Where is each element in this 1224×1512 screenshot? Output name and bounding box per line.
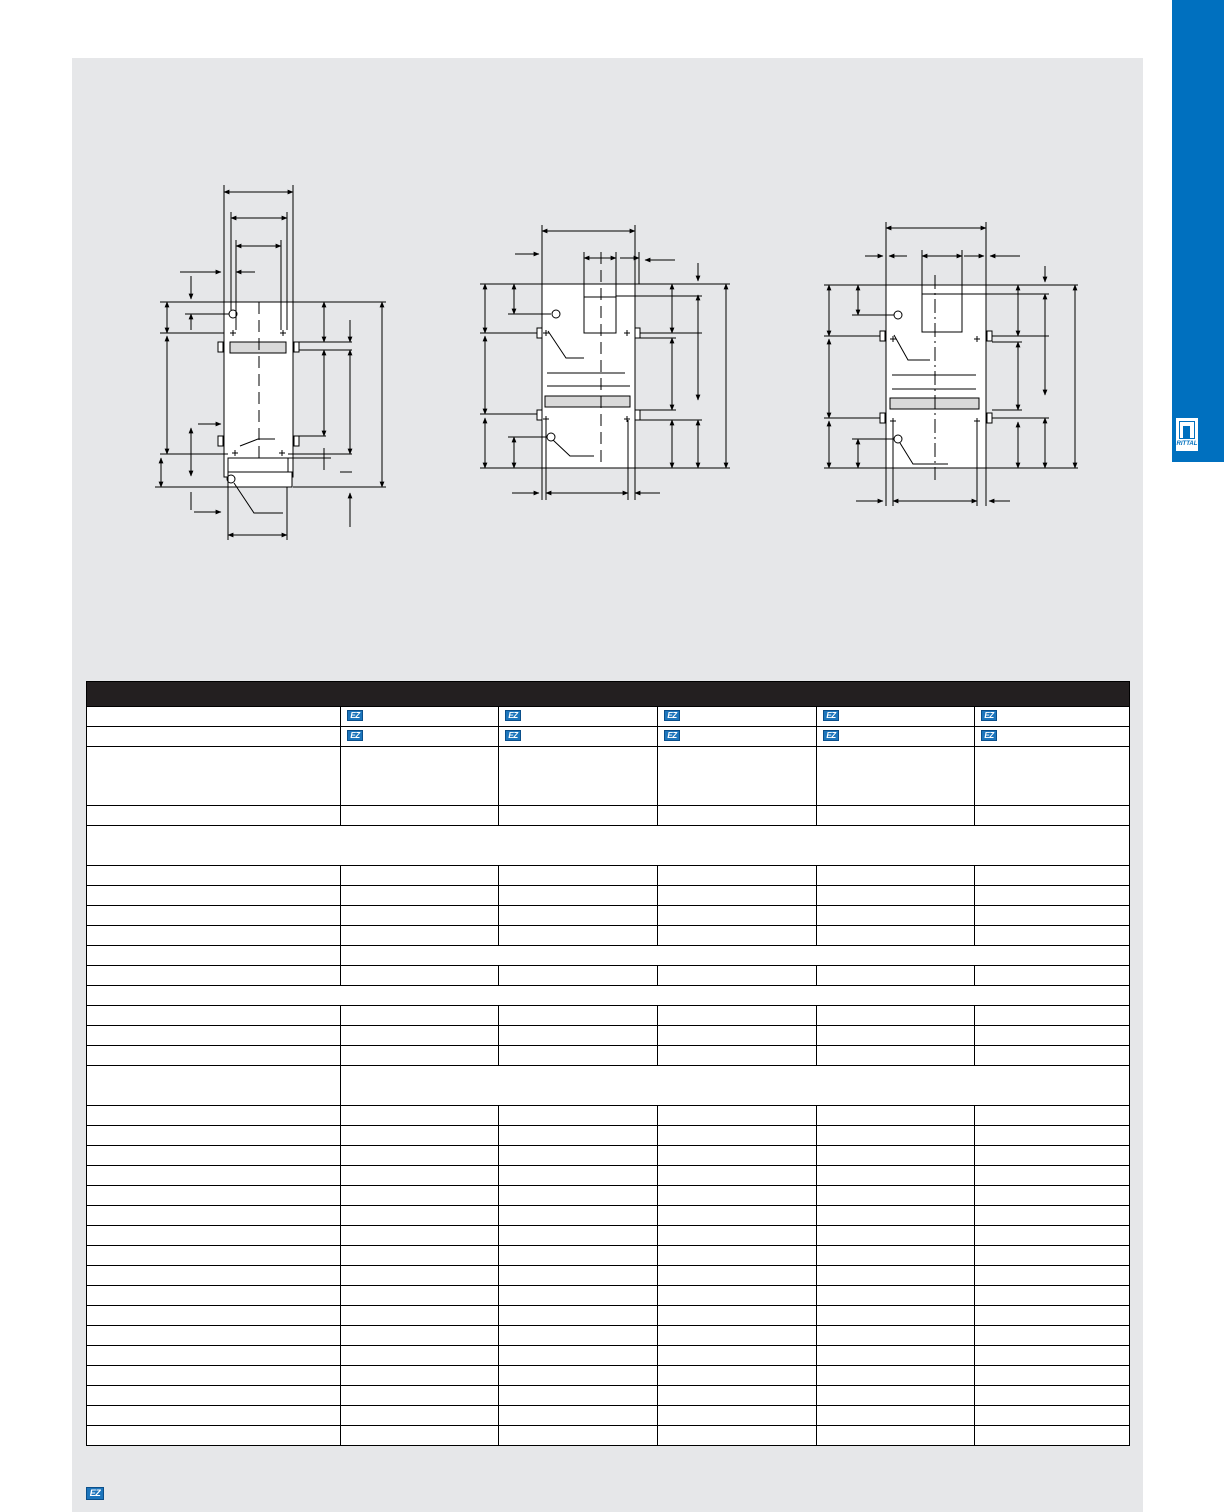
table-cell xyxy=(974,966,1129,985)
table-cell xyxy=(657,1126,816,1145)
table-cell xyxy=(974,906,1129,925)
table-cell xyxy=(87,986,1129,1005)
table-row xyxy=(87,1185,1129,1205)
table-cell xyxy=(498,1326,657,1345)
table-cell xyxy=(974,1266,1129,1285)
table-cell xyxy=(498,1406,657,1425)
table-cell xyxy=(340,1046,498,1065)
table-cell xyxy=(87,747,340,805)
table-cell xyxy=(87,926,340,945)
table-cell xyxy=(657,966,816,985)
drawing-1 xyxy=(155,185,386,540)
ez-badge-icon: EZ xyxy=(823,730,839,741)
table-cell xyxy=(816,1346,974,1365)
table-cell xyxy=(340,1106,498,1125)
table-cell xyxy=(974,707,1129,726)
table-cell xyxy=(657,1026,816,1045)
table-cell xyxy=(498,1006,657,1025)
table-row xyxy=(87,1125,1129,1145)
table-cell xyxy=(498,1206,657,1225)
table-cell xyxy=(498,1166,657,1185)
table-row xyxy=(87,905,1129,925)
table-cell xyxy=(974,1166,1129,1185)
table-cell xyxy=(816,806,974,825)
table-row xyxy=(87,1145,1129,1165)
table-cell xyxy=(340,1406,498,1425)
table-cell xyxy=(816,1286,974,1305)
table-cell xyxy=(340,707,498,726)
table-cell xyxy=(657,1426,816,1445)
ez-badge-icon: EZ xyxy=(823,710,839,721)
table-cell xyxy=(657,727,816,746)
ez-badge-icon: EZ xyxy=(981,730,997,741)
table-cell xyxy=(816,1106,974,1125)
table-cell xyxy=(816,1026,974,1045)
table-cell xyxy=(87,1246,340,1265)
table-cell xyxy=(816,1186,974,1205)
table-cell xyxy=(87,806,340,825)
table-cell xyxy=(816,926,974,945)
table-cell xyxy=(340,747,498,805)
table-cell xyxy=(974,1026,1129,1045)
table-cell xyxy=(974,1306,1129,1325)
table-body xyxy=(87,706,1129,1445)
table-row xyxy=(87,1045,1129,1065)
table-cell xyxy=(816,1166,974,1185)
table-cell xyxy=(87,1046,340,1065)
table-cell xyxy=(816,906,974,925)
table-cell xyxy=(657,806,816,825)
table-cell xyxy=(974,806,1129,825)
table-cell xyxy=(340,1006,498,1025)
table-cell xyxy=(974,1426,1129,1445)
table-cell xyxy=(657,906,816,925)
table-cell xyxy=(498,806,657,825)
table-cell xyxy=(816,866,974,885)
table-cell xyxy=(974,1286,1129,1305)
table-cell xyxy=(657,1106,816,1125)
table-cell xyxy=(816,707,974,726)
table-row xyxy=(87,1365,1129,1385)
table-cell xyxy=(87,1426,340,1445)
table-cell xyxy=(974,1006,1129,1025)
table-row xyxy=(87,1425,1129,1445)
table-cell xyxy=(974,1146,1129,1165)
table-cell xyxy=(816,1126,974,1145)
table-row xyxy=(87,1325,1129,1345)
table-cell xyxy=(974,866,1129,885)
table-cell xyxy=(340,1426,498,1445)
table-cell xyxy=(816,1206,974,1225)
table-cell xyxy=(340,727,498,746)
table-cell xyxy=(340,966,498,985)
table-cell xyxy=(340,1346,498,1365)
table-cell xyxy=(498,1246,657,1265)
table-cell xyxy=(340,1366,498,1385)
table-cell xyxy=(974,1206,1129,1225)
table-cell xyxy=(340,906,498,925)
table-cell xyxy=(657,747,816,805)
table-row xyxy=(87,965,1129,985)
table-cell xyxy=(816,1386,974,1405)
table-row xyxy=(87,1285,1129,1305)
table-row xyxy=(87,1105,1129,1125)
table-cell xyxy=(816,1146,974,1165)
table-cell xyxy=(816,1266,974,1285)
table-cell xyxy=(340,866,498,885)
table-cell xyxy=(498,747,657,805)
table-cell xyxy=(816,1046,974,1065)
table-cell xyxy=(816,1406,974,1425)
table-row xyxy=(87,1065,1129,1105)
table-cell xyxy=(974,727,1129,746)
table-row xyxy=(87,1165,1129,1185)
table-cell xyxy=(87,1366,340,1385)
table-cell xyxy=(498,1146,657,1165)
table-cell xyxy=(974,1366,1129,1385)
table-cell xyxy=(87,1006,340,1025)
table-row xyxy=(87,726,1129,746)
table-cell xyxy=(657,1366,816,1385)
table-cell xyxy=(87,1206,340,1225)
table-cell xyxy=(657,1246,816,1265)
table-cell xyxy=(498,1026,657,1045)
table-cell xyxy=(816,747,974,805)
table-row xyxy=(87,825,1129,865)
table-cell xyxy=(340,1066,1129,1105)
table-cell xyxy=(340,1286,498,1305)
table-cell xyxy=(816,1226,974,1245)
table-cell xyxy=(657,1186,816,1205)
table-cell xyxy=(498,1106,657,1125)
table-cell xyxy=(87,886,340,905)
table-row xyxy=(87,1385,1129,1405)
table-cell xyxy=(87,1326,340,1345)
table-cell xyxy=(657,1326,816,1345)
table-cell xyxy=(87,1286,340,1305)
table-row xyxy=(87,1265,1129,1285)
table-cell xyxy=(340,1166,498,1185)
table-cell xyxy=(657,1046,816,1065)
table-cell xyxy=(340,1206,498,1225)
table-cell xyxy=(340,1326,498,1345)
table-cell xyxy=(87,906,340,925)
table-cell xyxy=(87,1106,340,1125)
table-cell xyxy=(87,1226,340,1245)
table-cell xyxy=(816,1426,974,1445)
table-cell xyxy=(87,707,340,726)
ez-badge-icon: EZ xyxy=(347,730,363,741)
table-cell xyxy=(87,966,340,985)
table-row xyxy=(87,706,1129,726)
table-cell xyxy=(87,727,340,746)
table-cell xyxy=(657,866,816,885)
ez-badge-icon: EZ xyxy=(664,710,680,721)
table-row xyxy=(87,865,1129,885)
rittal-logo-text: RITTAL xyxy=(1176,441,1198,447)
table-cell xyxy=(816,1366,974,1385)
table-row xyxy=(87,1345,1129,1365)
ez-badge-icon: EZ xyxy=(505,730,521,741)
table-cell xyxy=(87,1406,340,1425)
table-cell xyxy=(657,1386,816,1405)
table-cell xyxy=(87,1186,340,1205)
table-cell xyxy=(87,1066,340,1105)
table-cell xyxy=(87,1386,340,1405)
table-cell xyxy=(87,1126,340,1145)
table-cell xyxy=(498,1366,657,1385)
table-row xyxy=(87,746,1129,805)
table-cell xyxy=(816,1246,974,1265)
table-cell xyxy=(87,826,1129,865)
drawing-3 xyxy=(824,222,1078,506)
table-cell xyxy=(657,1286,816,1305)
table-cell xyxy=(87,946,340,965)
table-cell xyxy=(974,1186,1129,1205)
table-cell xyxy=(498,707,657,726)
table-cell xyxy=(498,1306,657,1325)
table-cell xyxy=(498,1046,657,1065)
drawing-2 xyxy=(480,225,730,500)
table-row xyxy=(87,945,1129,965)
table-header-bar xyxy=(87,682,1129,706)
table-cell xyxy=(340,1126,498,1145)
table-cell xyxy=(340,1026,498,1045)
table-row xyxy=(87,1205,1129,1225)
table-row xyxy=(87,1305,1129,1325)
table-cell xyxy=(498,1286,657,1305)
ez-badge-icon: EZ xyxy=(664,730,680,741)
table-cell xyxy=(816,966,974,985)
table-cell xyxy=(340,1186,498,1205)
table-cell xyxy=(974,1126,1129,1145)
table-cell xyxy=(974,886,1129,905)
table-cell xyxy=(498,1126,657,1145)
table-cell xyxy=(974,747,1129,805)
table-cell xyxy=(87,866,340,885)
table-cell xyxy=(816,727,974,746)
table-row xyxy=(87,1025,1129,1045)
table-cell xyxy=(816,886,974,905)
table-cell xyxy=(974,1346,1129,1365)
table-cell xyxy=(498,1186,657,1205)
table-cell xyxy=(498,906,657,925)
table-cell xyxy=(816,1306,974,1325)
table-cell xyxy=(657,926,816,945)
table-row xyxy=(87,925,1129,945)
table-cell xyxy=(87,1166,340,1185)
table-row xyxy=(87,1245,1129,1265)
dimension-drawings xyxy=(0,0,1224,680)
table-cell xyxy=(340,1146,498,1165)
table-cell xyxy=(87,1306,340,1325)
table-cell xyxy=(657,707,816,726)
table-cell xyxy=(974,1326,1129,1345)
ez-badge-icon: EZ xyxy=(347,710,363,721)
table-cell xyxy=(498,1386,657,1405)
table-cell xyxy=(87,1146,340,1165)
table-cell xyxy=(340,1226,498,1245)
ez-badge-icon: EZ xyxy=(981,710,997,721)
table-row xyxy=(87,1005,1129,1025)
table-cell xyxy=(340,1306,498,1325)
table-cell xyxy=(974,1246,1129,1265)
table-cell xyxy=(498,926,657,945)
table-cell xyxy=(340,1266,498,1285)
table-cell xyxy=(816,1006,974,1025)
table-cell xyxy=(498,1426,657,1445)
table-cell xyxy=(657,1306,816,1325)
table-cell xyxy=(498,727,657,746)
table-cell xyxy=(974,1406,1129,1425)
table-row xyxy=(87,805,1129,825)
table-cell xyxy=(498,886,657,905)
table-cell xyxy=(816,1326,974,1345)
table-cell xyxy=(498,866,657,885)
table-row xyxy=(87,1405,1129,1425)
table-cell xyxy=(657,1406,816,1425)
table-row xyxy=(87,1225,1129,1245)
table-cell xyxy=(974,1106,1129,1125)
table-cell xyxy=(340,1386,498,1405)
table-cell xyxy=(974,926,1129,945)
table-cell xyxy=(340,926,498,945)
table-cell xyxy=(974,1226,1129,1245)
table-cell xyxy=(498,1346,657,1365)
table-cell xyxy=(498,1266,657,1285)
table-cell xyxy=(340,946,1129,965)
table-cell xyxy=(340,886,498,905)
table-cell xyxy=(657,1226,816,1245)
table-cell xyxy=(657,1006,816,1025)
table-cell xyxy=(657,1206,816,1225)
table-row xyxy=(87,885,1129,905)
table-cell xyxy=(657,1266,816,1285)
specification-table xyxy=(86,681,1130,1446)
table-cell xyxy=(657,1146,816,1165)
table-cell xyxy=(657,1166,816,1185)
table-cell xyxy=(657,886,816,905)
table-cell xyxy=(498,1226,657,1245)
table-cell xyxy=(340,1246,498,1265)
table-cell xyxy=(974,1386,1129,1405)
table-cell xyxy=(340,806,498,825)
table-cell xyxy=(657,1346,816,1365)
table-cell xyxy=(87,1026,340,1045)
table-cell xyxy=(498,966,657,985)
table-row xyxy=(87,985,1129,1005)
table-cell xyxy=(87,1346,340,1365)
ez-footnote-badge: EZ xyxy=(86,1487,104,1500)
table-cell xyxy=(87,1266,340,1285)
table-cell xyxy=(974,1046,1129,1065)
ez-badge-icon: EZ xyxy=(505,710,521,721)
